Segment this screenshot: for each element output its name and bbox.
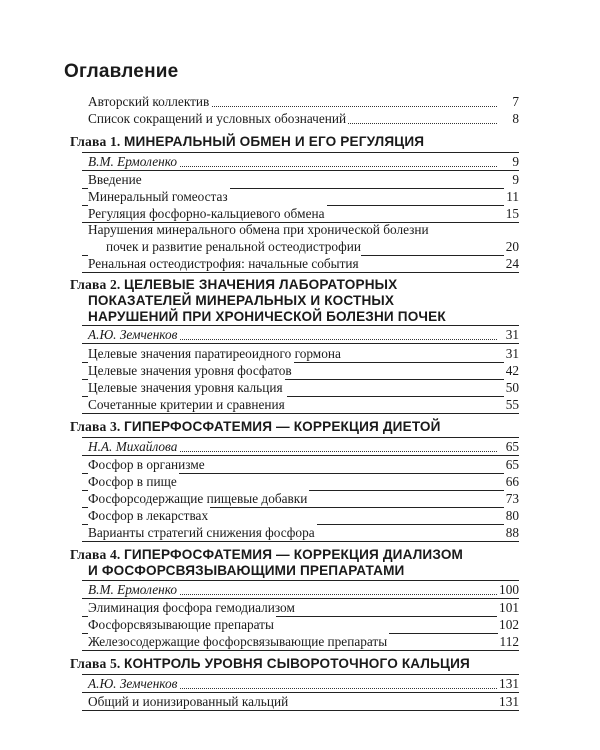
entry-page: 131	[499, 694, 519, 709]
entry-text-line2: почек и развитие ренальной остеодистрофии	[106, 239, 361, 254]
toc-entry[interactable]	[82, 255, 519, 273]
entry-page: 9	[512, 172, 519, 187]
chapter-heading[interactable]	[70, 418, 441, 436]
entry-text: Сочетанные критерии и сравнения	[88, 397, 285, 412]
toc-entry[interactable]	[82, 490, 519, 508]
author-name: Н.А. Михайлова	[88, 439, 178, 454]
entry-page: 65	[505, 457, 519, 472]
entry-page: 65	[505, 439, 519, 454]
entry-page: 80	[505, 508, 519, 523]
entry-page: 101	[499, 600, 519, 615]
toc-entry[interactable]	[82, 524, 519, 542]
entry-text: Фосфор в лекарствах	[88, 508, 209, 523]
entry-text: Минеральный гомеостаз	[88, 189, 228, 204]
toc-entry[interactable]	[82, 473, 519, 491]
toc-entry[interactable]	[82, 616, 519, 634]
toc-entry[interactable]	[82, 345, 519, 363]
entry-text: Введение	[88, 172, 142, 187]
entry-text: Целевые значения паратиреоидного гормона	[88, 346, 341, 361]
chapter-title-line: НАРУШЕНИЙ ПРИ ХРОНИЧЕСКОЙ БОЛЕЗНИ ПОЧЕК	[88, 309, 446, 324]
author-name: В.М. Ермоленко	[88, 154, 178, 169]
toc-entry[interactable]	[82, 188, 519, 206]
entry-text: Целевые значения уровня кальция	[88, 380, 283, 395]
entry-page: 31	[505, 327, 519, 342]
entry-page: 11	[506, 189, 519, 204]
chapter-author-row[interactable]	[82, 152, 519, 171]
entry-page: 50	[505, 380, 519, 395]
chapter-title-line: ПОКАЗАТЕЛЕЙ МИНЕРАЛЬНЫХ И КОСТНЫХ	[88, 293, 395, 308]
toc-entry[interactable]	[82, 171, 519, 189]
chapter-label: Глава 4.	[70, 547, 121, 562]
toc-entry[interactable]	[82, 456, 519, 474]
entry-page: 102	[499, 617, 519, 632]
chapter-label: Глава 5.	[70, 656, 121, 671]
entry-page: 24	[505, 256, 519, 271]
entry-text: Авторский коллектив	[88, 94, 210, 109]
chapter-title: ГИПЕРФОСФАТЕМИЯ — КОРРЕКЦИЯ ДИАЛИЗОМ	[124, 547, 464, 562]
entry-text: Целевые значения уровня фосфатов	[88, 363, 292, 378]
chapter-author-row[interactable]	[82, 437, 519, 456]
chapter-heading[interactable]	[70, 655, 470, 673]
entry-page: 31	[505, 346, 519, 361]
toc-entry[interactable]	[82, 633, 519, 651]
entry-text-line1: Нарушения минерального обмена при хронической болезни	[88, 222, 429, 237]
chapter-title: ЦЕЛЕВЫЕ ЗНАЧЕНИЯ ЛАБОРАТОРНЫХ	[124, 277, 398, 292]
entry-page: 9	[512, 154, 519, 169]
toc-entry[interactable]	[82, 93, 519, 110]
page-title: Оглавление	[64, 61, 179, 82]
chapter-author-row[interactable]	[82, 580, 519, 599]
entry-text: Список сокращений и условных обозначений	[88, 111, 347, 126]
entry-page: 88	[505, 525, 519, 540]
chapter-title: ГИПЕРФОСФАТЕМИЯ — КОРРЕКЦИЯ ДИЕТОЙ	[124, 419, 441, 434]
toc-entry[interactable]	[82, 379, 519, 397]
entry-page: 55	[505, 397, 519, 412]
chapter-label: Глава 2.	[70, 277, 121, 292]
toc-entry[interactable]	[82, 110, 519, 127]
chapter-author-row[interactable]	[82, 325, 519, 344]
toc-entry[interactable]	[82, 238, 519, 256]
toc-entry[interactable]	[82, 362, 519, 380]
entry-text: Фосфорсодержащие пищевые добавки	[88, 491, 308, 506]
chapter-heading[interactable]	[70, 133, 424, 151]
author-name: А.Ю. Земченков	[88, 327, 178, 342]
chapter-author-row[interactable]	[82, 674, 519, 693]
entry-page: 66	[505, 474, 519, 489]
toc-entry[interactable]	[82, 507, 519, 525]
entry-text: Фосфорсвязывающие препараты	[88, 617, 274, 632]
entry-text: Фосфор в организме	[88, 457, 205, 472]
entry-text: Общий и ионизированный кальций	[88, 694, 289, 709]
chapter-title: МИНЕРАЛЬНЫЙ ОБМЕН И ЕГО РЕГУЛЯЦИЯ	[124, 134, 425, 149]
entry-page: 42	[505, 363, 519, 378]
entry-page: 73	[505, 491, 519, 506]
author-name: А.Ю. Земченков	[88, 676, 178, 691]
entry-text: Регуляция фосфорно-кальциевого обмена	[88, 206, 325, 221]
toc-entry[interactable]	[82, 396, 519, 414]
entry-page: 20	[505, 239, 519, 254]
toc-entry[interactable]	[82, 599, 519, 617]
entry-text: Ренальная остеодистрофия: начальные события	[88, 256, 359, 271]
author-name: В.М. Ермоленко	[88, 582, 178, 597]
entry-page: 8	[512, 111, 519, 126]
entry-page: 131	[499, 676, 519, 691]
chapter-label: Глава 3.	[70, 419, 121, 434]
entry-text: Элиминация фосфора гемодиализом	[88, 600, 295, 615]
chapter-title: КОНТРОЛЬ УРОВНЯ СЫВОРОТОЧНОГО КАЛЬЦИЯ	[124, 656, 470, 671]
chapter-title-line: И ФОСФОРСВЯЗЫВАЮЩИМИ ПРЕПАРАТАМИ	[88, 563, 405, 578]
entry-page: 15	[505, 206, 519, 221]
entry-text: Фосфор в пище	[88, 474, 177, 489]
entry-page: 112	[499, 634, 519, 649]
entry-page: 7	[512, 94, 519, 109]
toc-entry[interactable]	[82, 693, 519, 711]
entry-text: Железосодержащие фосфорсвязывающие препараты	[88, 634, 388, 649]
chapter-label: Глава 1.	[70, 134, 121, 149]
entry-text: Варианты стратегий снижения фосфора	[88, 525, 315, 540]
entry-page: 100	[499, 582, 519, 597]
